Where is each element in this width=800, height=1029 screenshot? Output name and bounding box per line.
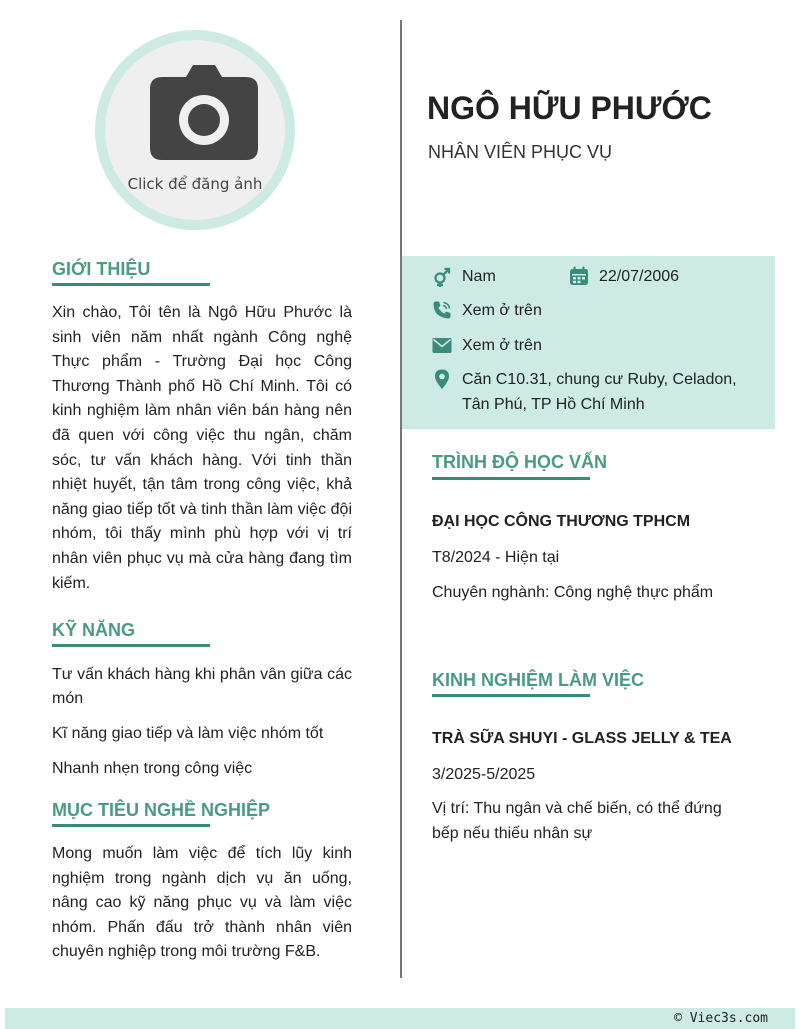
footer-copyright[interactable]: © Viec3s.com — [674, 1011, 768, 1026]
skill-item: Nhanh nhẹn trong công việc — [52, 760, 253, 777]
avatar-upload[interactable] — [95, 30, 295, 230]
education-period: T8/2024 - Hiện tại — [432, 549, 560, 566]
job-title: NHÂN VIÊN PHỤC VỤ — [428, 142, 613, 162]
skill-item: Kĩ năng giao tiếp và làm việc nhóm tốt — [52, 725, 324, 742]
education-major: Chuyên nghành: Công nghệ thực phẩm — [432, 584, 714, 601]
intro-underline — [52, 283, 210, 286]
phone-value: Xem ở trên — [462, 302, 542, 319]
objective-underline — [52, 824, 210, 827]
objective-title: MỤC TIÊU NGHỀ NGHIỆP — [52, 800, 271, 820]
experience-title: KINH NGHIỆM LÀM VIỆC — [432, 670, 645, 690]
location-pin-icon — [432, 369, 452, 389]
skills-underline — [52, 644, 210, 647]
education-school: ĐẠI HỌC CÔNG THƯƠNG TPHCM — [432, 513, 691, 530]
address-line-2: Tân Phú, TP Hồ Chí Minh — [462, 396, 645, 413]
experience-period: 3/2025-5/2025 — [432, 766, 536, 783]
email-icon — [432, 336, 452, 356]
avatar-upload-label: Click để đăng ảnh — [127, 175, 263, 193]
skill-item: Tư vấn khách hàng khi phân vân giữa các món — [52, 666, 352, 707]
skills-title: KỸ NĂNG — [52, 620, 136, 640]
candidate-name: NGÔ HỮU PHƯỚC — [427, 90, 712, 126]
address-line-1: Căn C10.31, chung cư Ruby, Celadon, — [462, 371, 737, 388]
intro-text: Xin chào, Tôi tên là Ngô Hữu Phước là sinh viên năm nhất ngành Công nghệ Thực phẩm - Trường Đại học Công Thương Thành phố Hồ Chí Minh. Tôi có kinh nghiệm làm nhân viên bán hàng nên đã quen với công việc thu ngân, chăm sóc, tư vấn khách hàng. Với tinh thần nhiệt huyết, tận tâm trong công việc, khả năng giao tiếp tốt và tinh thần làm việc đội nhóm, tôi thấy mình phù hợp với vị trí nhân viên phục vụ mà cửa hàng đang tìm kiếm. — [52, 304, 352, 592]
footer-bar — [5, 1008, 795, 1029]
experience-underline — [432, 694, 590, 697]
gender-icon — [432, 267, 452, 287]
education-title: TRÌNH ĐỘ HỌC VẤN — [432, 452, 607, 472]
gender-value: Nam — [462, 268, 496, 285]
email-value: Xem ở trên — [462, 337, 542, 354]
objective-text: Mong muốn làm việc để tích lũy kinh nghiệm trong ngành dịch vụ ăn uống, nâng cao kỹ năng phục vụ và làm việc nhóm. Phấn đấu trở thành nhân viên chuyên nghiệp trong môi trường F&B. — [52, 845, 352, 961]
calendar-icon — [569, 266, 589, 286]
experience-description: Vị trí: Thu ngân và chế biến, có thể đứng bếp nếu thiếu nhân sự — [432, 800, 722, 842]
camera-icon — [150, 65, 258, 160]
avatar-placeholder[interactable] — [105, 40, 285, 220]
intro-title: GIỚI THIỆU — [52, 259, 151, 279]
birthday-value: 22/07/2006 — [599, 268, 680, 285]
phone-icon — [432, 300, 452, 320]
experience-company: TRÀ SỮA SHUYI - GLASS JELLY & TEA — [432, 730, 732, 747]
education-underline — [432, 477, 590, 480]
column-divider — [400, 20, 402, 978]
